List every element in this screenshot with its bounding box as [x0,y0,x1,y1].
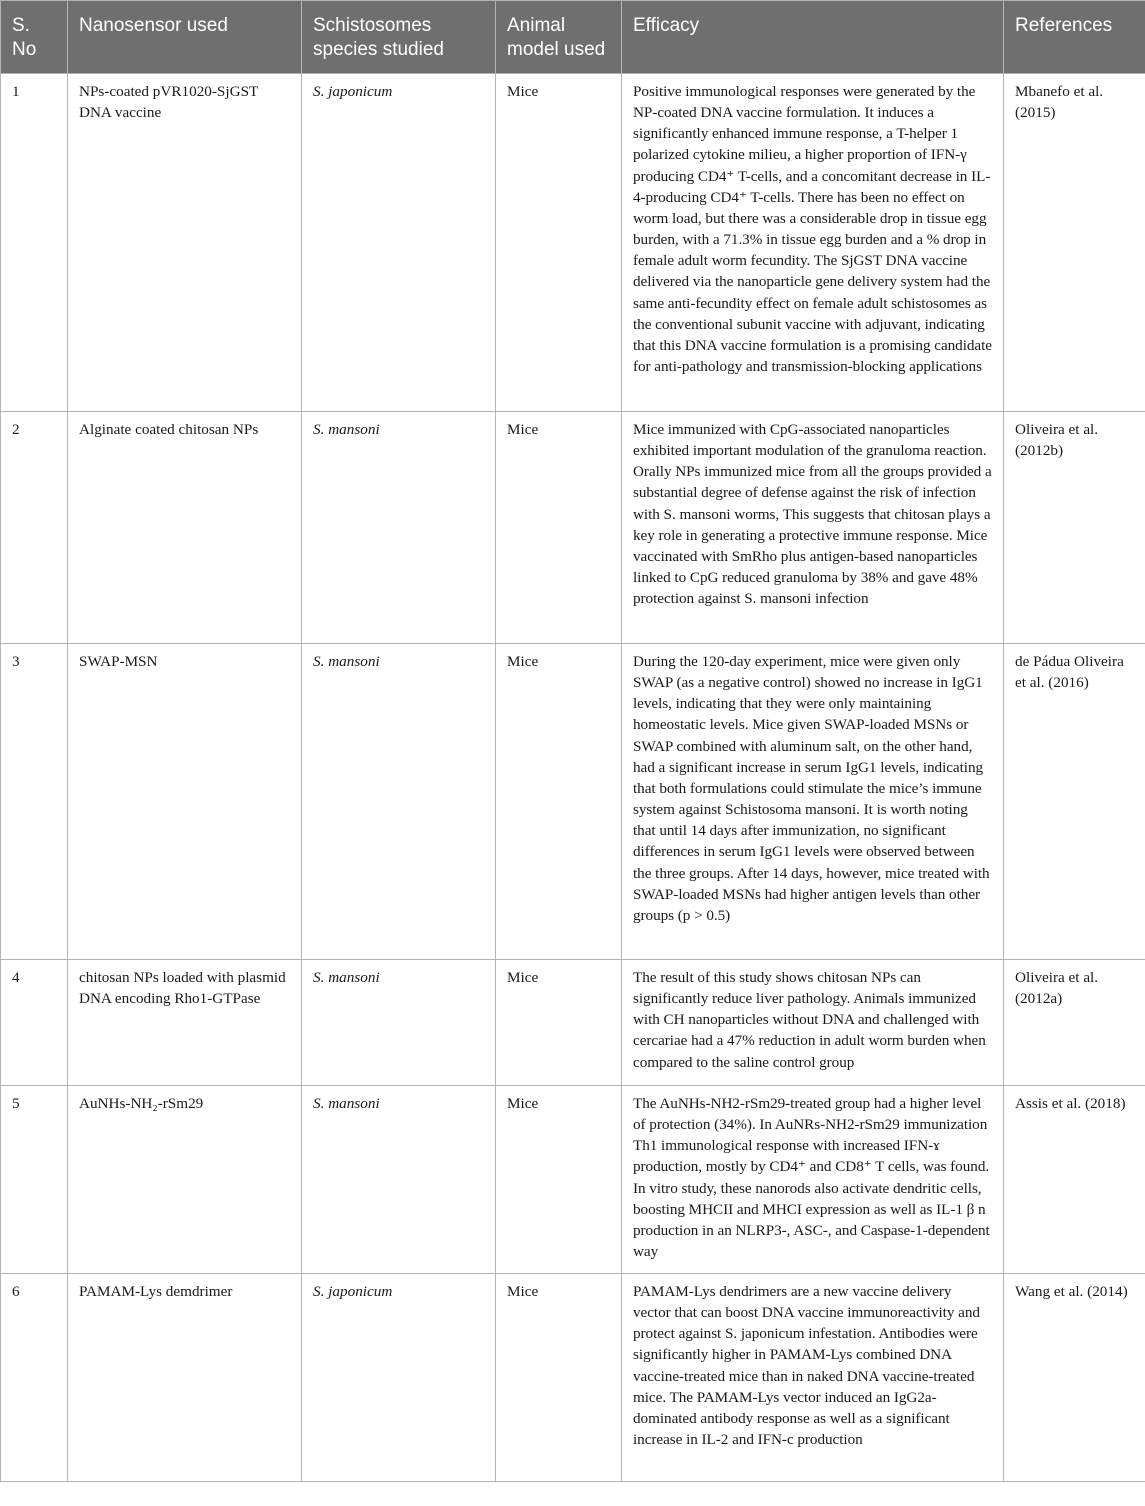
cell-nanosensor: AuNHs-NH₂-rSm29 [68,1086,302,1274]
cell-efficacy: PAMAM-Lys dendrimers are a new vaccine delivery vector that can boost DNA vaccine immunoreactivity and protect against S. japonicum infestation. Antibodies were significantly higher in PAMAM-Lys combined DNA vaccine-treated mice than in naked DNA vaccine-treated mice. The PAMAM-Lys vector induced an IgG2a-dominated antibody response as well as a significant increase in IL-2 and IFN-c production [622,1274,1004,1482]
cell-animal: Mice [496,74,622,412]
cell-species: S. mansoni [302,644,496,960]
cell-reference: Oliveira et al. (2012a) [1004,960,1145,1086]
header-efficacy: Efficacy [622,1,1004,74]
table-header [1,1,1145,74]
cell-animal: Mice [496,412,622,644]
cell-sno: 5 [1,1086,68,1274]
cell-species: S. japonicum [302,74,496,412]
table-row [1,74,1145,412]
cell-efficacy: Positive immunological responses were generated by the NP-coated DNA vaccine formulation. It induces a significantly enhanced immune response, a T-helper 1 polarized cytokine milieu, a higher proportion of IFN-γ producing CD4⁺ T-cells, and a concomitant decrease in IL-4-producing CD4⁺ T-cells. There has been no effect on worm load, but there was a considerable drop in tissue egg burden, with a 71.3% in tissue egg burden and a % drop in female adult worm fecundity. The SjGST DNA vaccine delivered via the nanoparticle gene delivery system had the same anti-fecundity effect on female adult schistosomes as the conventional subunit vaccine with adjuvant, indicating that this DNA vaccine formulation is a promising candidate for anti-pathology and transmission-blocking applications [622,74,1004,412]
cell-species: S. mansoni [302,412,496,644]
cell-reference: Mbanefo et al. (2015) [1004,74,1145,412]
cell-animal: Mice [496,1086,622,1274]
cell-species: S. mansoni [302,960,496,1086]
cell-sno: 6 [1,1274,68,1482]
table-body [1,74,1145,1482]
table-row [1,644,1145,960]
header-animal-model: Animal model used [496,1,622,74]
header-references: References [1004,1,1145,74]
cell-animal: Mice [496,644,622,960]
cell-efficacy: During the 120-day experiment, mice were given only SWAP (as a negative control) showed no increase in IgG1 levels, indicating that they were only maintaining homeostatic levels. Mice given SWAP-loaded MSNs or SWAP combined with aluminum salt, on the other hand, had a significant increase in serum IgG1 levels, indicating that both formulations could stimulate the mice’s immune system against Schistosoma mansoni. It is worth noting that until 14 days after immunization, no significant differences in serum IgG1 levels were observed between the three groups. After 14 days, however, mice treated with SWAP-loaded MSNs had higher antigen levels than other groups (p > 0.5) [622,644,1004,960]
cell-reference: de Pádua Oliveira et al. (2016) [1004,644,1145,960]
header-sno: S. No [1,1,68,74]
table-row [1,960,1145,1086]
cell-reference: Wang et al. (2014) [1004,1274,1145,1482]
table-row [1,1086,1145,1274]
cell-nanosensor: NPs-coated pVR1020-SjGST DNA vaccine [68,74,302,412]
cell-sno: 4 [1,960,68,1086]
cell-nanosensor: chitosan NPs loaded with plasmid DNA encoding Rho1-GTPase [68,960,302,1086]
cell-sno: 1 [1,74,68,412]
cell-reference: Oliveira et al. (2012b) [1004,412,1145,644]
cell-nanosensor: Alginate coated chitosan NPs [68,412,302,644]
cell-sno: 2 [1,412,68,644]
header-species: Schistosomes species studied [302,1,496,74]
cell-nanosensor: SWAP-MSN [68,644,302,960]
cell-efficacy: The result of this study shows chitosan NPs can significantly reduce liver pathology. Animals immunized with CH nanoparticles without DNA and challenged with cercariae had a 47% reduction in adult worm burden when compared to the saline control group [622,960,1004,1086]
cell-species: S. japonicum [302,1274,496,1482]
table-row [1,1274,1145,1482]
cell-species: S. mansoni [302,1086,496,1274]
cell-nanosensor: PAMAM-Lys demdrimer [68,1274,302,1482]
table-row [1,412,1145,644]
cell-sno: 3 [1,644,68,960]
cell-reference: Assis et al. (2018) [1004,1086,1145,1274]
cell-animal: Mice [496,1274,622,1482]
cell-efficacy: The AuNHs-NH2-rSm29-treated group had a higher level of protection (34%). In AuNRs-NH2-rSm29 immunization Th1 immunological response with increased IFN-ɤ production, mostly by CD4⁺ and CD8⁺ T cells, was found. In vitro study, these nanorods also activate dendritic cells, boosting MHCII and MHCI expression as well as IL-1 β n production in an NLRP3-, ASC-, and Caspase-1-dependent way [622,1086,1004,1274]
header-nanosensor: Nanosensor used [68,1,302,74]
cell-efficacy: Mice immunized with CpG-associated nanoparticles exhibited important modulation of the granuloma reaction. Orally NPs immunized mice from all the groups provided a substantial degree of defense against the risk of infection with S. mansoni worms, This suggests that chitosan plays a key role in generating a protective immune response. Mice vaccinated with SmRho plus antigen-based nanoparticles linked to CpG reduced granuloma by 38% and gave 48% protection against S. mansoni infection [622,412,1004,644]
cell-animal: Mice [496,960,622,1086]
